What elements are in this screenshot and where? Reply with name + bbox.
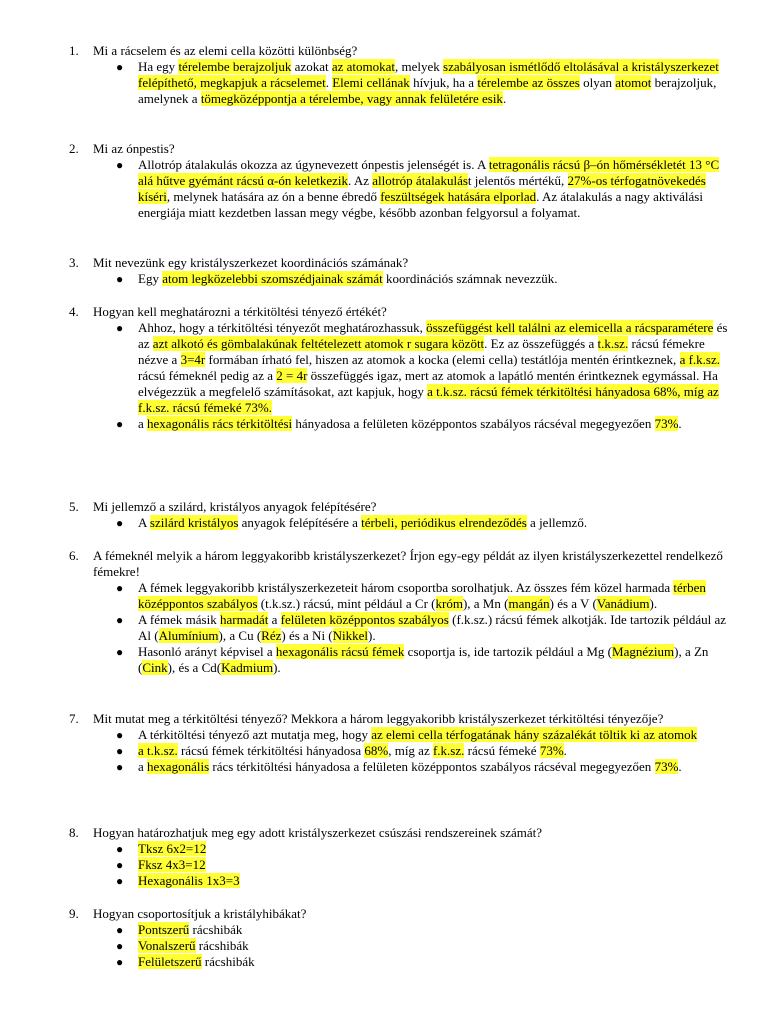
question-text xyxy=(69,499,729,515)
answer-text: . Ez az összefüggés a xyxy=(484,336,598,351)
answer-text: . xyxy=(678,416,682,431)
answer-text: . Az átalakulás a nagy aktiválási energiája miatt kezdetben lassan megy végbe, később azonban felgyorsul a folyamat. xyxy=(138,189,703,220)
answer-bullet xyxy=(69,841,729,857)
highlighted-text: a t.k.sz. rácsú fémek térkitöltési hányadosa 68%, míg az f.k.sz. rácsú fémeké 73%. xyxy=(138,384,719,415)
question-number: 7. xyxy=(69,711,79,726)
answer-list xyxy=(69,922,729,970)
answer-text: . xyxy=(325,75,333,90)
highlighted-text: atomot xyxy=(615,75,652,90)
answer-text: rács térkitöltési hányadosa a felületen középpontos szabályos rácséval megegyezően xyxy=(209,759,655,774)
highlighted-text: a f.k.sz. xyxy=(679,352,720,367)
answer-list xyxy=(69,157,729,221)
answer-text: a jellemző. xyxy=(526,515,588,530)
answer-text: rácshibák xyxy=(195,938,249,953)
question-label: Hogyan határozhatjuk meg egy adott kristályszerkezet csúszási rendszereinek számát? xyxy=(93,825,543,840)
highlighted-text: Hexagonális 1x3=3 xyxy=(138,873,240,888)
answer-text: (f.k.sz.) rácsú fémek alkotják. Ide tartozik például az Al ( xyxy=(138,612,727,643)
question-number: 3. xyxy=(69,255,79,270)
answer-text: . xyxy=(502,91,507,106)
highlighted-text: Pontszerű xyxy=(138,922,190,937)
answer-text: formában írható fel, hiszen az atomok a kocka (elemi cella) testátlója mentén érintkeznek, xyxy=(205,352,680,367)
answer-text: t jelentős mértékű, xyxy=(467,173,568,188)
highlighted-text: Tksz 6x2=12 xyxy=(138,841,207,856)
question-4 xyxy=(69,304,729,432)
bullet-icon: ● xyxy=(116,581,124,595)
highlighted-text: Kadmium xyxy=(221,660,274,675)
highlighted-text: azt alkotó és gömbalakúnak feltételezett atomok r sugara között xyxy=(152,336,485,351)
answer-bullet xyxy=(69,580,729,612)
answer-text: , míg az xyxy=(388,743,433,758)
highlighted-text: allotróp átalakulás xyxy=(372,173,468,188)
answer-text: berajzoljuk, amelynek a xyxy=(138,75,717,106)
answer-text: ), és a Cd( xyxy=(167,660,222,675)
answer-text: A fémek leggyakoribb kristályszerkezeteit három csoportba sorolhatjuk. Az összes fém közel harmada xyxy=(138,580,674,595)
question-number: 4. xyxy=(69,304,79,319)
answer-bullet xyxy=(69,727,729,743)
highlighted-text: Fksz 4x3=12 xyxy=(138,857,206,872)
bullet-icon: ● xyxy=(116,516,124,530)
answer-text: anyagok felépítésére a xyxy=(238,515,362,530)
highlighted-text: 73% xyxy=(539,743,564,758)
bullet-icon: ● xyxy=(116,728,124,742)
bullet-icon: ● xyxy=(116,858,124,872)
highlighted-text: 73% xyxy=(654,759,679,774)
answer-text: A xyxy=(138,515,150,530)
question-text xyxy=(69,141,729,157)
highlighted-text: Elemi cellának xyxy=(332,75,410,90)
answer-text: a xyxy=(138,416,148,431)
question-number: 2. xyxy=(69,141,79,156)
highlighted-text: Vonalszerű xyxy=(138,938,196,953)
bullet-icon: ● xyxy=(116,923,124,937)
bullet-icon: ● xyxy=(116,645,124,659)
question-1 xyxy=(69,43,729,107)
bullet-icon: ● xyxy=(116,60,124,74)
answer-bullet xyxy=(69,759,729,775)
answer-text: Ha egy xyxy=(138,59,179,74)
answer-list xyxy=(69,515,729,531)
answer-list xyxy=(69,727,729,775)
bullet-icon: ● xyxy=(116,842,124,856)
highlighted-text: mangán xyxy=(508,596,550,611)
answer-text: , melynek hatására az ón a benne ébredő xyxy=(166,189,381,204)
highlighted-text: térben középpontos szabályos xyxy=(138,580,706,611)
question-6 xyxy=(69,548,729,676)
highlighted-text: szilárd kristályos xyxy=(149,515,239,530)
answer-text: rácsú fémekre nézve a xyxy=(138,336,705,367)
highlighted-text: harmadát xyxy=(219,612,269,627)
answer-text: hívjuk, ha a xyxy=(409,75,478,90)
bullet-icon: ● xyxy=(116,158,124,172)
highlighted-text: térbeli, periódikus elrendeződés xyxy=(361,515,527,530)
question-8 xyxy=(69,825,729,889)
answer-text: A térkitöltési tényező azt mutatja meg, hogy xyxy=(138,727,372,742)
answer-bullet xyxy=(69,922,729,938)
answer-text: ). xyxy=(273,660,281,675)
answer-text: ) és a Ni ( xyxy=(281,628,333,643)
highlighted-text: króm xyxy=(435,596,463,611)
answer-text: rácsú fémeknél pedig az a xyxy=(138,368,277,383)
highlighted-text: szabályosan ismétlődő eltolásával a kristályszerkezet felépíthető, megkapjuk a rácselemet xyxy=(138,59,719,90)
answer-bullet xyxy=(69,857,729,873)
answer-text: (t.k.sz.) rácsú, mint például a Cr ( xyxy=(257,596,436,611)
answer-text: olyan xyxy=(579,75,616,90)
answer-text: ), a Cu ( xyxy=(218,628,262,643)
bullet-icon: ● xyxy=(116,321,124,335)
bullet-icon: ● xyxy=(116,272,124,286)
highlighted-text: Vanádium xyxy=(596,596,650,611)
bullet-icon: ● xyxy=(116,417,124,431)
answer-text: és az xyxy=(138,320,728,351)
answer-bullet xyxy=(69,416,729,432)
question-text xyxy=(69,304,729,320)
highlighted-text: 73% xyxy=(654,416,679,431)
question-label: Mi jellemző a szilárd, kristályos anyagok felépítésére? xyxy=(93,499,377,514)
highlighted-text: f.k.sz. xyxy=(432,743,465,758)
question-label: Mit mutat meg a térkitöltési tényező? Mekkora a három leggyakoribb kristályszerkezet térkitöltési tényezője? xyxy=(93,711,664,726)
answer-list xyxy=(69,320,729,432)
question-text xyxy=(69,548,729,580)
highlighted-text: hexagonális rács térkitöltési xyxy=(147,416,293,431)
answer-bullet xyxy=(69,873,729,889)
answer-text: A fémek másik xyxy=(138,612,220,627)
question-7 xyxy=(69,711,729,775)
question-text xyxy=(69,255,729,271)
answer-text: ). xyxy=(649,596,658,611)
highlighted-text: az elemi cella térfogatának hány százalékát töltik ki az atomok xyxy=(371,727,698,742)
highlighted-text: tetragonális rácsú β–ón hőmérsékletét 13 °C alá hűtve gyémánt rácsú α-ón keletkezik xyxy=(138,157,720,188)
question-text xyxy=(69,825,729,841)
answer-text: rácsú fémek térkitöltési hányadosa xyxy=(177,743,365,758)
answer-text: rácshibák xyxy=(201,954,255,969)
highlighted-text: hexagonális rácsú fémek xyxy=(275,644,405,659)
answer-list xyxy=(69,271,729,287)
answer-text: . xyxy=(678,759,682,774)
highlighted-text: felületen középpontos szabályos xyxy=(280,612,449,627)
highlighted-text: 27%-os térfogatnövekedés kíséri xyxy=(138,173,706,204)
answer-text: ), a Zn ( xyxy=(138,644,709,675)
question-label: Hogyan kell meghatározni a térkitöltési tényező értékét? xyxy=(93,304,387,319)
answer-text: rácshibák xyxy=(189,922,243,937)
question-text xyxy=(69,43,729,59)
answer-text: koordinációs számnak nevezzük. xyxy=(382,271,558,286)
question-label: Mi a rácselem és az elemi cella közötti különbség? xyxy=(93,43,358,58)
highlighted-text: Alumínium xyxy=(158,628,219,643)
answer-text: a xyxy=(138,759,148,774)
highlighted-text: térelembe berajzoljuk xyxy=(178,59,292,74)
answer-text: összefüggés igaz, mert az atomok a lapátló mentén érintkeznek egymással. Ha elvégezzük a megfelelő számításokat, azt kapjuk, hogy xyxy=(138,368,718,399)
highlighted-text: 68% xyxy=(364,743,389,758)
answer-bullet xyxy=(69,644,729,676)
question-text xyxy=(69,906,729,922)
answer-bullet xyxy=(69,59,729,107)
bullet-icon: ● xyxy=(116,939,124,953)
question-label: Hogyan csoportosítjuk a kristályhibákat? xyxy=(93,906,307,921)
answer-bullet xyxy=(69,271,729,287)
answer-text: Egy xyxy=(138,271,163,286)
answer-list xyxy=(69,580,729,676)
answer-list xyxy=(69,59,729,107)
question-number: 1. xyxy=(69,43,79,58)
question-number: 5. xyxy=(69,499,79,514)
highlighted-text: összefüggést kell találni az elemicella a rácsparamétere xyxy=(426,320,714,335)
question-label: Mi az ónpestis? xyxy=(93,141,175,156)
answer-text: Hasonló arányt képvisel a xyxy=(138,644,276,659)
highlighted-text: térelembe az összes xyxy=(477,75,580,90)
highlighted-text: t.k.sz. xyxy=(597,336,629,351)
answer-text: . xyxy=(563,743,567,758)
bullet-icon: ● xyxy=(116,744,124,758)
highlighted-text: tömegközéppontja a térelembe, vagy annak felületére esik xyxy=(200,91,503,106)
answer-text: azokat xyxy=(291,59,332,74)
bullet-icon: ● xyxy=(116,874,124,888)
answer-text: Allotróp átalakulás okozza az úgynevezett ónpestis jelenségét is. A xyxy=(138,157,489,172)
question-number: 9. xyxy=(69,906,79,921)
highlighted-text: az atomokat xyxy=(331,59,396,74)
answer-text: hányadosa a felületen középpontos szabályos rácséval megegyezően xyxy=(292,416,655,431)
highlighted-text: a t.k.sz. xyxy=(138,743,178,758)
answer-text: ). xyxy=(368,628,376,643)
question-number: 8. xyxy=(69,825,79,840)
highlighted-text: 3=4r xyxy=(180,352,206,367)
question-9 xyxy=(69,906,729,970)
highlighted-text: Nikkel xyxy=(332,628,369,643)
answer-text: ) és a V ( xyxy=(549,596,597,611)
question-label: A fémeknél melyik a három leggyakoribb kristályszerkezet? Írjon egy-egy példát az ilyen kristályszerkezettel rendelkező fémekre! xyxy=(93,548,723,579)
question-text xyxy=(69,711,729,727)
question-3 xyxy=(69,255,729,287)
bullet-icon: ● xyxy=(116,613,124,627)
answer-bullet xyxy=(69,954,729,970)
highlighted-text: Felületszerű xyxy=(138,954,202,969)
highlighted-text: Cink xyxy=(142,660,168,675)
bullet-icon: ● xyxy=(116,955,124,969)
highlighted-text: hexagonális xyxy=(147,759,210,774)
answer-text: . Az xyxy=(348,173,373,188)
highlighted-text: Magnézium xyxy=(612,644,675,659)
answer-bullet xyxy=(69,320,729,416)
bullet-icon: ● xyxy=(116,760,124,774)
answer-bullet xyxy=(69,515,729,531)
answer-bullet xyxy=(69,743,729,759)
answer-bullet xyxy=(69,938,729,954)
answer-text: csoportja is, ide tartozik például a Mg ( xyxy=(404,644,613,659)
highlighted-text: Réz xyxy=(261,628,282,643)
answer-text: rácsú fémeké xyxy=(464,743,540,758)
answer-bullet xyxy=(69,157,729,221)
highlighted-text: feszültségek hatására elporlad xyxy=(380,189,537,204)
question-2 xyxy=(69,141,729,221)
question-number: 6. xyxy=(69,548,79,563)
answer-text: Ahhoz, hogy a térkitöltési tényezőt meghatározhassuk, xyxy=(138,320,427,335)
answer-bullet xyxy=(69,612,729,644)
answer-text: , melyek xyxy=(395,59,444,74)
highlighted-text: 2 = 4r xyxy=(276,368,308,383)
answer-text: ), a Mn ( xyxy=(462,596,509,611)
answer-text: a xyxy=(268,612,281,627)
answer-list xyxy=(69,841,729,889)
question-label: Mit nevezünk egy kristályszerkezet koordinációs számának? xyxy=(93,255,409,270)
highlighted-text: atom legközelebbi szomszédjainak számát xyxy=(162,271,383,286)
question-5 xyxy=(69,499,729,531)
